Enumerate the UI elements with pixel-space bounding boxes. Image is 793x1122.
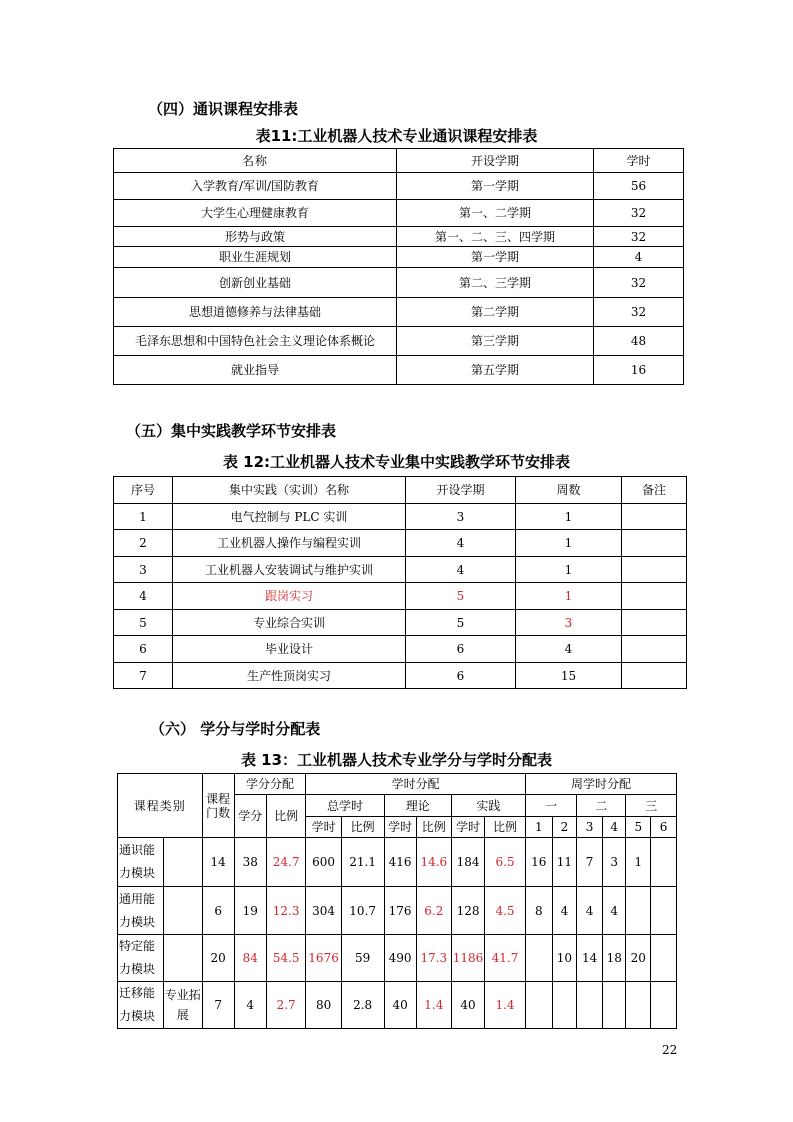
table-11-cell: 毛泽东思想和中国特色社会主义理论体系概论 (114, 327, 397, 356)
table-12-cell: 2 (114, 530, 173, 557)
course-count: 6 (202, 887, 234, 935)
weekly-hours (602, 982, 626, 1029)
table-12-cell: 4 (114, 583, 173, 610)
weekly-hours (525, 935, 552, 982)
table-11-cell: 第一、二、三、四学期 (397, 227, 594, 247)
table-12-cell: 电气控制与 PLC 实训 (173, 504, 406, 530)
table-12-cell (622, 530, 687, 557)
table-11-cell: 形势与政策 (114, 227, 397, 247)
page-number: 22 (662, 1043, 678, 1057)
table-12-header-index: 序号 (114, 477, 173, 504)
table-11-cell: 第一学期 (397, 247, 594, 268)
module-name: 通识能力模块 (118, 838, 164, 887)
total-ratio: 59 (341, 935, 384, 982)
section-6-title: （六） 学分与学时分配表 (150, 720, 321, 738)
course-count: 20 (202, 935, 234, 982)
weekly-hours (577, 982, 603, 1029)
table-12-cell (622, 610, 687, 636)
header-year-one: 一 (525, 795, 576, 817)
section-5-title: （五）集中实践教学环节安排表 (126, 422, 337, 440)
table-12-cell: 4 (406, 557, 516, 583)
weekly-hours (651, 935, 677, 982)
table-12-cell-highlight: 1 (516, 583, 622, 610)
theory-hours: 40 (384, 982, 416, 1029)
table-12-cell: 毕业设计 (173, 636, 406, 663)
practice-ratio: 41.7 (485, 935, 526, 982)
theory-hours: 176 (384, 887, 416, 935)
table-12-cell: 工业机器人安装调试与维护实训 (173, 557, 406, 583)
table-12-cell-highlight: 5 (406, 583, 516, 610)
weekly-hours (525, 982, 552, 1029)
table-12-cell: 专业综合实训 (173, 610, 406, 636)
header-hours: 学时 (384, 817, 416, 838)
table-12-cell: 7 (114, 663, 173, 689)
total-hours: 600 (306, 838, 341, 887)
table-11-header-hours: 学时 (594, 149, 684, 173)
header-semester: 4 (602, 817, 626, 838)
table-12 (113, 476, 687, 689)
credit-ratio: 54.5 (266, 935, 306, 982)
theory-ratio: 1.4 (416, 982, 451, 1029)
theory-hours: 416 (384, 838, 416, 887)
header-practice: 实践 (451, 795, 525, 817)
header-credit-ratio: 比例 (266, 795, 306, 838)
table-12-cell: 4 (516, 636, 622, 663)
course-count: 7 (202, 982, 234, 1029)
header-ratio: 比例 (485, 817, 526, 838)
table-11-cell: 大学生心理健康教育 (114, 200, 397, 227)
table-12-cell: 工业机器人操作与编程实训 (173, 530, 406, 557)
weekly-hours: 4 (602, 887, 626, 935)
module-sub (164, 935, 203, 982)
table-11-cell: 就业指导 (114, 356, 397, 385)
total-ratio: 10.7 (341, 887, 384, 935)
practice-hours: 1186 (451, 935, 484, 982)
table-12-cell (622, 504, 687, 530)
weekly-hours: 4 (577, 887, 603, 935)
header-course-category: 课程类别 (118, 774, 203, 838)
weekly-hours: 20 (626, 935, 651, 982)
header-weekly-allocation: 周学时分配 (525, 774, 676, 795)
table-11-header-name: 名称 (114, 149, 397, 173)
table-12-caption: 表 12:工业机器人技术专业集中实践教学环节安排表 (222, 453, 571, 471)
practice-ratio: 6.5 (485, 838, 526, 887)
table-12-cell: 6 (406, 636, 516, 663)
table-12-cell: 5 (114, 610, 173, 636)
weekly-hours (651, 887, 677, 935)
header-course-count: 课程门数 (202, 774, 234, 838)
table-11-cell: 第三学期 (397, 327, 594, 356)
table-11-cell: 16 (594, 356, 684, 385)
table-12-cell: 生产性顶岗实习 (173, 663, 406, 689)
practice-hours: 40 (451, 982, 484, 1029)
table-12-cell: 3 (114, 557, 173, 583)
table-12-cell: 3 (406, 504, 516, 530)
practice-hours: 128 (451, 887, 484, 935)
table-11-cell: 32 (594, 298, 684, 327)
table-13 (117, 773, 677, 1029)
table-12-cell (622, 636, 687, 663)
header-year-three: 三 (626, 795, 677, 817)
table-11-cell: 48 (594, 327, 684, 356)
table-12-header-notes: 备注 (622, 477, 687, 504)
module-name: 特定能力模块 (118, 935, 164, 982)
practice-ratio: 4.5 (485, 887, 526, 935)
total-hours: 304 (306, 887, 341, 935)
total-hours: 80 (306, 982, 341, 1029)
course-count: 14 (202, 838, 234, 887)
table-12-cell: 1 (516, 557, 622, 583)
table-12-cell: 1 (114, 504, 173, 530)
total-ratio: 2.8 (341, 982, 384, 1029)
table-12-cell: 1 (516, 530, 622, 557)
table-12-cell: 1 (516, 504, 622, 530)
table-12-cell: 4 (406, 530, 516, 557)
table-11-cell: 32 (594, 227, 684, 247)
table-11-cell: 32 (594, 200, 684, 227)
module-sub (164, 887, 203, 935)
table-11-cell: 第一学期 (397, 173, 594, 200)
header-semester: 5 (626, 817, 651, 838)
weekly-hours: 16 (525, 838, 552, 887)
weekly-hours: 14 (577, 935, 603, 982)
total-ratio: 21.1 (341, 838, 384, 887)
weekly-hours: 11 (552, 838, 577, 887)
header-ratio: 比例 (341, 817, 384, 838)
weekly-hours: 4 (552, 887, 577, 935)
table-12-cell: 6 (114, 636, 173, 663)
practice-ratio: 1.4 (485, 982, 526, 1029)
credit: 38 (234, 838, 266, 887)
module-name: 通用能力模块 (118, 887, 164, 935)
weekly-hours (626, 982, 651, 1029)
header-theory: 理论 (384, 795, 451, 817)
table-12-header-weeks: 周数 (516, 477, 622, 504)
table-11-cell: 56 (594, 173, 684, 200)
credit-ratio: 2.7 (266, 982, 306, 1029)
weekly-hours (651, 838, 677, 887)
table-11-caption: 表11:工业机器人技术专业通识课程安排表 (255, 127, 538, 145)
table-11-cell: 第二、三学期 (397, 268, 594, 298)
table-12-cell: 6 (406, 663, 516, 689)
header-semester: 1 (525, 817, 552, 838)
weekly-hours: 8 (525, 887, 552, 935)
table-11-cell: 第五学期 (397, 356, 594, 385)
table-11-cell: 第二学期 (397, 298, 594, 327)
weekly-hours: 10 (552, 935, 577, 982)
header-year-two: 二 (577, 795, 626, 817)
header-hours: 学时 (306, 817, 341, 838)
module-name: 迁移能力模块 (118, 982, 164, 1029)
weekly-hours: 3 (602, 838, 626, 887)
module-sub (164, 838, 203, 887)
table-11-cell: 4 (594, 247, 684, 268)
table-13-caption: 表 13：工业机器人技术专业学分与学时分配表 (240, 751, 553, 769)
table-12-cell: 15 (516, 663, 622, 689)
table-12-header-term: 开设学期 (406, 477, 516, 504)
table-12-cell (622, 663, 687, 689)
header-hours: 学时 (451, 817, 484, 838)
table-11-header-term: 开设学期 (397, 149, 594, 173)
weekly-hours: 1 (626, 838, 651, 887)
credit-ratio: 24.7 (266, 838, 306, 887)
table-12-cell (622, 583, 687, 610)
header-semester: 6 (651, 817, 677, 838)
credit-ratio: 12.3 (266, 887, 306, 935)
total-hours: 1676 (306, 935, 341, 982)
table-11-cell: 32 (594, 268, 684, 298)
credit: 4 (234, 982, 266, 1029)
credit: 19 (234, 887, 266, 935)
credit: 84 (234, 935, 266, 982)
table-11-cell: 第一、二学期 (397, 200, 594, 227)
weekly-hours: 7 (577, 838, 603, 887)
header-ratio: 比例 (416, 817, 451, 838)
module-sub: 专业拓展 (164, 982, 203, 1029)
header-credit-allocation: 学分分配 (234, 774, 306, 795)
theory-ratio: 17.3 (416, 935, 451, 982)
section-4-title: （四）通识课程安排表 (148, 100, 299, 118)
header-total-hours: 总学时 (306, 795, 384, 817)
header-hour-allocation: 学时分配 (306, 774, 525, 795)
table-11 (113, 148, 684, 385)
table-12-cell: 5 (406, 610, 516, 636)
table-11-cell: 入学教育/军训/国防教育 (114, 173, 397, 200)
weekly-hours (651, 982, 677, 1029)
header-credit: 学分 (234, 795, 266, 838)
header-semester: 2 (552, 817, 577, 838)
table-11-cell: 职业生涯规划 (114, 247, 397, 268)
header-semester: 3 (577, 817, 603, 838)
table-12-header-name: 集中实践（实训）名称 (173, 477, 406, 504)
weekly-hours (626, 887, 651, 935)
table-11-cell: 思想道德修养与法律基础 (114, 298, 397, 327)
weekly-hours: 18 (602, 935, 626, 982)
theory-ratio: 14.6 (416, 838, 451, 887)
theory-ratio: 6.2 (416, 887, 451, 935)
practice-hours: 184 (451, 838, 484, 887)
table-12-cell-highlight: 3 (516, 610, 622, 636)
table-12-cell-highlight: 跟岗实习 (173, 583, 406, 610)
weekly-hours (552, 982, 577, 1029)
theory-hours: 490 (384, 935, 416, 982)
table-11-cell: 创新创业基础 (114, 268, 397, 298)
table-12-cell (622, 557, 687, 583)
